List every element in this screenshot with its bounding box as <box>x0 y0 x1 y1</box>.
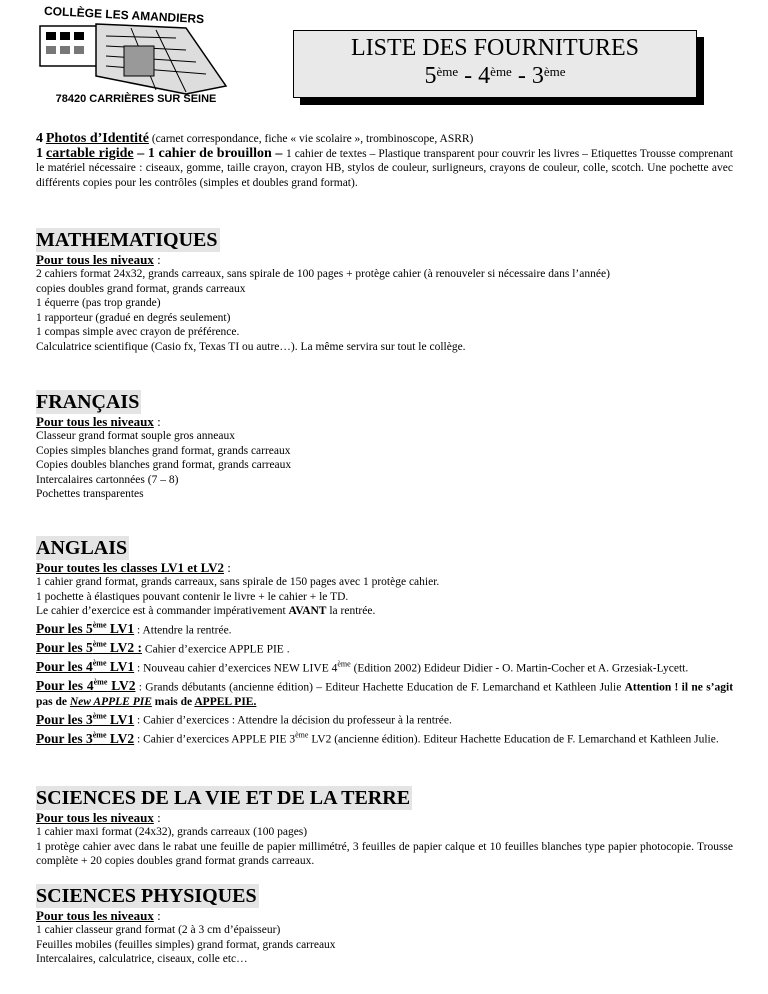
section-title: SCIENCES DE LA VIE ET DE LA TERRE <box>36 787 411 809</box>
section-subtitle: Pour toutes les classes LV1 et LV2 : <box>36 560 231 575</box>
level-3-lv2: Pour les 3ème LV2 : Cahier d’exercices APPLE PIE 3ème LV2 (ancienne édition). Editeur Hachette Education de F. Lemarchand et Kathleen Julie. <box>36 730 719 746</box>
list-item: 1 cahier classeur grand format (2 à 3 cm d’épaisseur) <box>36 924 281 936</box>
list-item: Classeur grand format souple gros anneaux <box>36 430 235 442</box>
section-title: ANGLAIS <box>36 537 128 559</box>
level-3-sup: ème <box>543 64 566 79</box>
item-list <box>36 267 733 354</box>
section-subtitle: Pour tous les niveaux : <box>36 810 161 825</box>
list-item: Copies simples blanches grand format, grands carreaux <box>36 444 291 457</box>
logo-school-name: COLLÈGE LES AMANDIERS <box>43 3 205 27</box>
section-svt <box>36 786 733 869</box>
level-5-lv1: Pour les 5ème LV1 : Attendre la rentrée. <box>36 620 232 636</box>
level-4-lv1: Pour les 4ème LV1 : Nouveau cahier d’exercices NEW LIVE 4ème (Edition 2002) Edideur Didier - O. Martin-Cocher et A. Grzesiak-Lycett. <box>36 658 689 674</box>
level-sep: - <box>511 63 532 89</box>
list-item: Copies doubles blanches grand format, grands carreaux <box>36 459 292 471</box>
intro <box>36 132 733 190</box>
list-item: 1 pochette à élastiques pouvant contenir le livre + le cahier + le TD. <box>36 590 349 603</box>
section-maths <box>36 228 733 354</box>
item-list <box>36 575 733 619</box>
level-5-lv2: Pour les 5ème LV2 : Cahier d’exercice APPLE PIE . <box>36 639 290 655</box>
warning: Attention ! il ne s’agit pas de New APPLE PIE mais de APPEL PIE. <box>36 681 734 708</box>
list-item: 2 cahiers format 24x32, grands carreaux, sans spirale de 100 pages + protège cahier (à renouveler si nécessaire dans l’année) <box>36 268 610 280</box>
list-item: Intercalaires cartonnées (7 – 8) <box>36 473 179 486</box>
order-note: Le cahier d’exercice est à commander impérativement AVANT la rentrée. <box>36 605 376 617</box>
item-list <box>36 429 733 502</box>
list-item: 1 compas simple avec crayon de préférence. <box>36 326 240 338</box>
level-3-lv1: Pour les 3ème LV1 : Cahier d’exercices : Attendre la décision du professeur à la rentrée. <box>36 711 452 727</box>
section-subtitle: Pour tous les niveaux : <box>36 908 161 923</box>
list-item: 1 cahier grand format, grands carreaux, sans spirale de 150 pages avec 1 protège cahier. <box>36 576 440 588</box>
level-4: 4 <box>478 63 491 89</box>
section-physique <box>36 884 733 967</box>
page-title: LISTE DES FOURNITURES <box>350 35 639 61</box>
section-title: SCIENCES PHYSIQUES <box>36 885 257 907</box>
section-subtitle: Pour tous les niveaux : <box>36 252 161 267</box>
list-item: Calculatrice scientifique (Casio fx, Texas TI ou autre…). La même servira sur tout le collège. <box>36 340 466 353</box>
section-title: MATHEMATIQUES <box>36 229 218 251</box>
section-title: FRANÇAIS <box>36 391 140 413</box>
list-item: Intercalaires, calculatrice, ciseaux, colle etc… <box>36 953 248 965</box>
list-item: copies doubles grand format, grands carreaux <box>36 282 246 295</box>
logo-town: 78420 CARRIÈRES SUR SEINE <box>55 93 217 105</box>
item-list <box>36 923 733 967</box>
photos-label: Photos d’Identité <box>45 131 149 146</box>
list-item: 1 rapporteur (gradué en degrés seulement) <box>36 311 231 324</box>
intro-photos: 4 Photos d’Identité (carnet correspondance, fiche « vie scolaire », trombinoscope, ASRR) <box>36 131 474 146</box>
intro-bag: 1 cartable rigide – 1 cahier de brouillon – 1 cahier de textes – Plastique transparent pour couvrir les livres – Etiquettes Trousse comprenant le matériel nécessaire : ciseaux, gomme, taille crayon, crayon HB, stylos de couleur, surligneurs, crayons de couleur, colle, scotch. Une pochette avec différents copies pour les contrôles (simples et doubles grand format). <box>36 145 733 189</box>
levels-line <box>294 62 696 90</box>
level-4-sup: ème <box>490 64 512 79</box>
level-sep: - <box>458 63 479 89</box>
list-item: 1 cahier maxi format (24x32), grands carreaux (100 pages) <box>36 826 308 838</box>
level-5: 5 <box>424 63 437 89</box>
bag-label: cartable rigide <box>46 145 134 161</box>
level-5-sup: ème <box>436 64 459 79</box>
section-francais <box>36 390 733 502</box>
item-list <box>36 825 733 869</box>
list-item: Feuilles mobiles (feuilles simples) grand format, grands carreaux <box>36 938 336 951</box>
section-anglais <box>36 536 733 747</box>
title-box <box>293 30 697 98</box>
list-item: Pochettes transparentes <box>36 488 144 500</box>
list-item: 1 protège cahier avec dans le rabat une feuille de papier millimétré, 3 feuilles de papier calque et 10 feuilles blanches type papier photocopie. Trousse complète + 20 copies doubles grand format grands carreaux. <box>36 840 733 867</box>
section-subtitle: Pour tous les niveaux : <box>36 414 161 429</box>
level-4-lv2: Pour les 4ème LV2 : Grands débutants (ancienne édition) – Editeur Hachette Education de F. Lemarchand et Kathleen Julie Attention ! il ne s’agit pas de New APPLE PIE mais de APPEL PIE. <box>36 677 734 708</box>
level-3: 3 <box>531 63 544 89</box>
list-item: 1 équerre (pas trop grande) <box>36 297 161 309</box>
